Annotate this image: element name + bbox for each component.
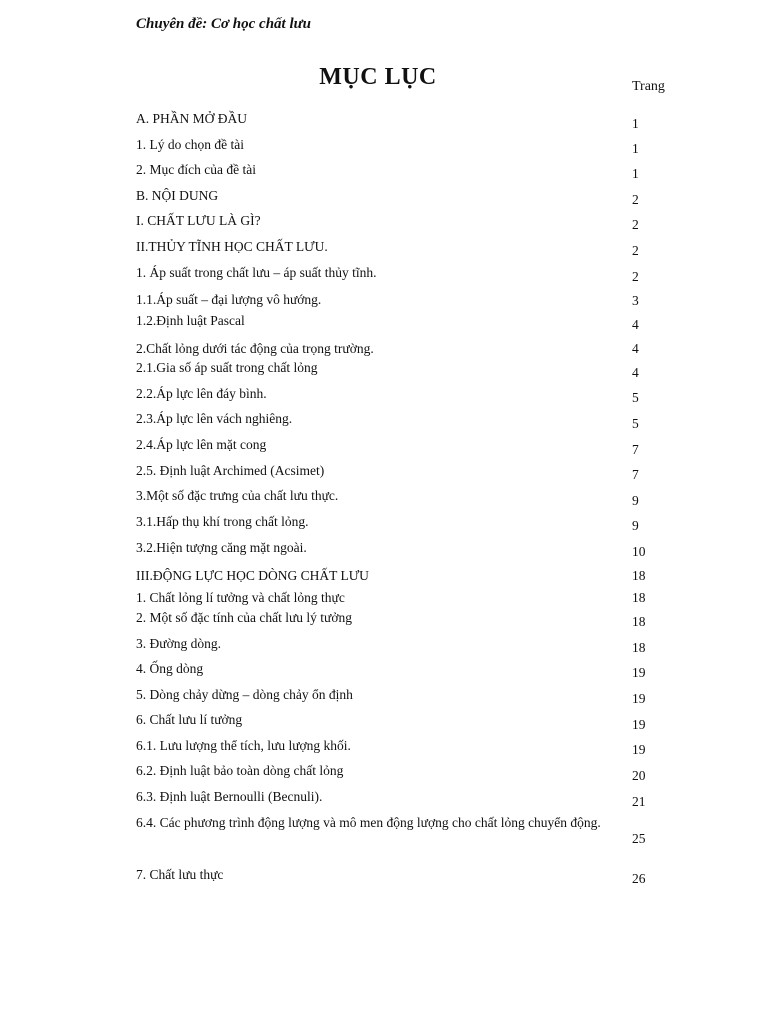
toc-entry: 2.3.Áp lực lên vách nghiêng.: [136, 411, 293, 426]
toc-page-number: 1: [632, 141, 639, 156]
page-column-label: Trang: [632, 79, 665, 94]
toc-page-number: 2: [632, 217, 639, 232]
toc-entry: 2.4.Áp lực lên mặt cong: [136, 437, 267, 452]
toc-entry: I. CHẤT LƯU LÀ GÌ?: [136, 213, 261, 228]
toc-page-number: 5: [632, 390, 639, 405]
toc-entry: 2. Mục đích của đề tài: [136, 162, 256, 177]
toc-page-number: 19: [632, 691, 646, 706]
toc-entry: 1. Áp suất trong chất lưu – áp suất thủy tĩnh.: [136, 265, 377, 280]
toc-entry: 1.1.Áp suất – đại lượng vô hướng.: [136, 292, 322, 307]
toc-entry: 1. Chất lỏng lí tưởng và chất lỏng thực: [136, 590, 345, 605]
toc-entry: 2.1.Gia số áp suất trong chất lỏng: [136, 360, 318, 375]
toc-entry: 3. Đường dòng.: [136, 636, 221, 651]
toc-page-number: 26: [632, 871, 646, 886]
toc-page-number: 25: [632, 831, 646, 846]
toc-page-number: 19: [632, 665, 646, 680]
page-title: MỤC LỤC: [319, 64, 437, 90]
toc-entry: 6. Chất lưu lí tưởng: [136, 712, 243, 727]
toc-entry: 2.Chất lỏng dưới tác động của trọng trường.: [136, 341, 374, 356]
toc-entry: 3.2.Hiện tượng căng mặt ngoài.: [136, 540, 307, 555]
toc-page-number: 10: [632, 544, 646, 559]
toc-entry: A. PHẦN MỞ ĐẦU: [136, 111, 248, 126]
toc-page-number: 4: [632, 317, 639, 332]
toc-entry: 7. Chất lưu thực: [136, 867, 224, 882]
toc-entry: 3.Một số đặc trưng của chất lưu thực.: [136, 488, 339, 503]
toc-page-number: 18: [632, 590, 646, 605]
toc-page-number: 20: [632, 768, 646, 783]
toc-page-number: 9: [632, 518, 639, 533]
toc-entry: 1. Lý do chọn đề tài: [136, 137, 244, 152]
toc-entry: 5. Dòng chảy dừng – dòng chảy ổn định: [136, 687, 353, 702]
toc-page-number: 7: [632, 467, 639, 482]
toc-page-number: 7: [632, 442, 639, 457]
toc-entry: 2. Một số đặc tính của chất lưu lý tưởng: [136, 610, 352, 625]
toc-page-number: 18: [632, 640, 646, 655]
toc-entry: 2.2.Áp lực lên đáy bình.: [136, 386, 267, 401]
toc-page-number: 3: [632, 293, 639, 308]
toc-entry: 6.2. Định luật bảo toàn dòng chất lỏng: [136, 763, 344, 778]
toc-entry: 6.4. Các phương trình động lượng và mô men động lượng cho chất lỏng chuyển động.: [136, 815, 601, 830]
toc-entry: 6.1. Lưu lượng thể tích, lưu lượng khối.: [136, 738, 351, 753]
toc-page-number: 2: [632, 243, 639, 258]
toc-page-number: 19: [632, 717, 646, 732]
toc-entry: III.ĐỘNG LỰC HỌC DÒNG CHẤT LƯU: [136, 568, 369, 583]
toc-page-number: 1: [632, 166, 639, 181]
toc-page-number: 4: [632, 341, 639, 356]
toc-page-number: 2: [632, 269, 639, 284]
toc-entry: 2.5. Định luật Archimed (Acsimet): [136, 463, 325, 478]
toc-entry: 6.3. Định luật Bernoulli (Becnuli).: [136, 789, 323, 804]
toc-page-number: 18: [632, 568, 646, 583]
toc-page-number: 18: [632, 614, 646, 629]
toc-page-number: 2: [632, 192, 639, 207]
document-header: Chuyên đề: Cơ học chất lưu: [136, 16, 311, 32]
toc-entry: 3.1.Hấp thụ khí trong chất lỏng.: [136, 514, 309, 529]
toc-page-number: 21: [632, 794, 646, 809]
toc-entry: B. NỘI DUNG: [136, 188, 219, 203]
toc-entry: II.THỦY TĨNH HỌC CHẤT LƯU.: [136, 239, 328, 254]
toc-page-number: 4: [632, 365, 639, 380]
toc-page-number: 1: [632, 116, 639, 131]
toc-page-number: 19: [632, 742, 646, 757]
toc-entry: 4. Ống dòng: [136, 661, 204, 676]
toc-page-number: 5: [632, 416, 639, 431]
toc-page-number: 9: [632, 493, 639, 508]
toc-entry: 1.2.Định luật Pascal: [136, 313, 245, 328]
